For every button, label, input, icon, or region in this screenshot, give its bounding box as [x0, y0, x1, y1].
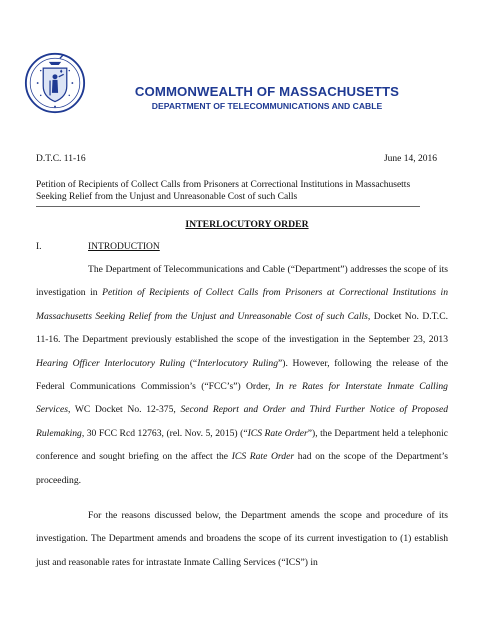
commonwealth-name: COMMONWEALTH OF MASSACHUSETTS — [134, 84, 400, 99]
section-number: I. — [36, 242, 42, 252]
agency-header — [122, 84, 412, 113]
case-caption: Petition of Recipients of Collect Calls from Prisoners at Correctional Institutions in Massachusetts Seeking Relief from the Unjust and Unreasonable Cost of such Calls — [36, 180, 411, 202]
caption-divider — [36, 206, 420, 207]
massachusetts-seal — [24, 52, 86, 114]
order-date: June 14, 2016 — [383, 154, 437, 164]
section-name: INTRODUCTION — [88, 242, 160, 252]
document-title: INTERLOCUTORY ORDER — [185, 219, 309, 230]
introduction-paragraph-1: The Department of Telecommunications and Cable (“Department”) addresses the scope of its investigation in Petition of Recipients of Collect Calls from Prisoners at Correctional Institutions in Massachusetts Seeking Relief from the Unjust and Unreasonable Cost of such Calls, Docket No. D.T.C. 11-16. The Department previously established the scope of the investigation in the September 23, 2013 Hearing Officer Interlocutory Ruling (“Interlocutory Ruling”). However, following the release of the Federal Communications Commission’s (“FCC’s”) Order, In re Rates for Interstate Inmate Calling Services, WC Docket No. 12-375, Second Report and Order and Third Further Notice of Proposed Rulemaking, 30 FCC Rcd 12763, (rel. Nov. 5, 2015) (“ICS Rate Order”), the Department held a telephonic conference and sought briefing on the affect the ICS Rate Order had on the scope of the Department’s proceeding. — [36, 264, 448, 486]
docket-number: D.T.C. 11-16 — [36, 154, 86, 164]
department-name: DEPARTMENT OF TELECOMMUNICATIONS AND CABLE — [151, 101, 383, 111]
introduction-paragraph-2: For the reasons discussed below, the Department amends the scope and procedure of its investigation. The Department amends and broadens the scope of its current investigation to (1) establish just and reasonable rates for intrastate Inmate Calling Services (“ICS”) in — [36, 510, 448, 568]
section-heading — [36, 242, 160, 252]
